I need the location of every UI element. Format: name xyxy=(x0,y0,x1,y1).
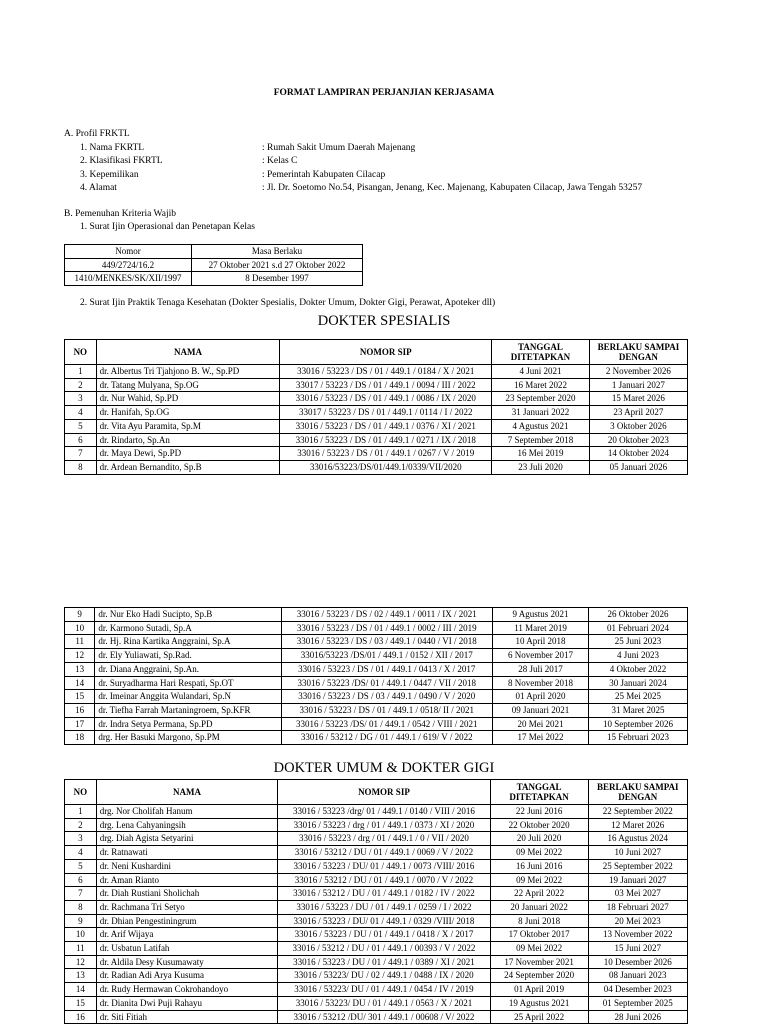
valid-until: 26 Oktober 2026 xyxy=(589,608,688,622)
row-number: 10 xyxy=(65,928,97,942)
row-number: 1 xyxy=(65,365,97,379)
sip-number: 33017 / 53223 / DS / 01 / 449.1 / 0114 / I / 2022 xyxy=(280,406,492,420)
row-number: 6 xyxy=(65,873,97,887)
doctor-name: dr. Ardean Bernandito, Sp.B xyxy=(96,460,280,474)
issued-date: 01 April 2019 xyxy=(490,983,588,997)
issued-date: 09 Januari 2021 xyxy=(493,703,589,717)
issued-date: 4 Juni 2021 xyxy=(492,365,590,379)
column-header: NOMOR SIP xyxy=(280,340,492,365)
table-row xyxy=(65,873,688,887)
table-header-row xyxy=(65,780,688,805)
issued-date: 8 Juni 2018 xyxy=(490,914,588,928)
sip-number: 33016 / 53223 /DS/ 01 / 449.1 / 0542 / VIII / 2021 xyxy=(281,717,493,731)
valid-until: 3 Oktober 2026 xyxy=(589,419,687,433)
section-b-heading: B. Pemenuhan Kriteria Wajib xyxy=(64,209,176,219)
column-header: BERLAKU SAMPAI DENGAN xyxy=(588,780,687,805)
valid-until: 13 November 2022 xyxy=(588,928,687,942)
issued-date: 11 Maret 2019 xyxy=(493,621,589,635)
column-header: NOMOR SIP xyxy=(278,780,490,805)
valid-until: 08 Januari 2023 xyxy=(588,969,687,983)
table-row xyxy=(65,717,688,731)
issued-date: 17 Mei 2022 xyxy=(493,731,589,745)
doctor-name: dr. Dhian Pengestiningrum xyxy=(96,914,278,928)
doctor-name: dr. Diana Anggraini, Sp.An. xyxy=(95,662,281,676)
issued-date: 20 Juli 2020 xyxy=(490,832,588,846)
valid-until: 15 Juni 2027 xyxy=(588,942,687,956)
row-number: 11 xyxy=(65,635,95,649)
row-number: 3 xyxy=(65,832,97,846)
table-row xyxy=(65,447,688,461)
sip-number: 33016 / 53223/ DU / 01 / 449.1 / 0563 / X / 2021 xyxy=(278,996,490,1010)
issued-date: 28 Juli 2017 xyxy=(493,662,589,676)
issued-date: 09 Mei 2022 xyxy=(490,942,588,956)
sip-number: 33016 / 53223 / DS / 01 / 449.1 / 0002 / III / 2019 xyxy=(281,621,493,635)
row-number: 6 xyxy=(65,433,97,447)
doctor-name: dr. Indra Setya Permana, Sp.PD xyxy=(95,717,281,731)
row-number: 13 xyxy=(65,969,97,983)
column-header: BERLAKU SAMPAI DENGAN xyxy=(589,340,687,365)
issued-date: 6 November 2017 xyxy=(493,649,589,663)
profile-value: : Jl. Dr. Soetomo No.54, Pisangan, Jenang, Kec. Majenang, Kabupaten Cilacap, Jawa Tengah 53257 xyxy=(262,182,643,193)
table-row xyxy=(65,649,688,663)
permit-number: 449/2724/16.2 xyxy=(65,258,192,272)
sip-number: 33016 / 53212 / DU / 01 / 449.1 / 0069 / V / 2022 xyxy=(278,846,490,860)
valid-until: 2 November 2026 xyxy=(589,365,687,379)
table-row xyxy=(65,969,688,983)
issued-date: 09 Mei 2022 xyxy=(490,846,588,860)
row-number: 8 xyxy=(65,460,97,474)
issued-date: 9 Agustus 2021 xyxy=(493,608,589,622)
table-row xyxy=(65,859,688,873)
table-row xyxy=(65,928,688,942)
sip-number: 33016 / 53212 /DU/ 301 / 449.1 / 00608 / V/ 2022 xyxy=(278,1010,490,1024)
permit-number: 1410/MENKES/SK/XII/1997 xyxy=(65,272,192,286)
doctor-name: dr. Tatang Mulyana, Sp.OG xyxy=(96,378,280,392)
column-header: TANGGAL DITETAPKAN xyxy=(492,340,590,365)
valid-until: 28 Juni 2026 xyxy=(588,1010,687,1024)
sip-number: 33016 / 53223/ DU / 01 / 449.1 / 0454 / IV / 2019 xyxy=(278,983,490,997)
doctor-name: dr. Ratnawati xyxy=(96,846,278,860)
valid-until: 05 Januari 2026 xyxy=(589,460,687,474)
permit-item-heading: 1. Surat Ijin Operasional dan Penetapan Kelas xyxy=(80,222,255,232)
doctor-name: dr. Siti Fitiah xyxy=(96,1010,278,1024)
doctor-name: dr. Karmono Sutadi, Sp.A xyxy=(95,621,281,635)
profile-label: 2. Klasifikasi FKRTL xyxy=(80,156,163,167)
valid-until: 15 Maret 2026 xyxy=(589,392,687,406)
doctor-name: dr. Nur Wahid, Sp.PD xyxy=(96,392,280,406)
issued-date: 22 Juni 2016 xyxy=(490,805,588,819)
row-number: 18 xyxy=(65,731,95,745)
row-number: 12 xyxy=(65,955,97,969)
valid-until: 10 September 2026 xyxy=(589,717,688,731)
issued-date: 8 November 2018 xyxy=(493,676,589,690)
valid-until: 4 Juni 2023 xyxy=(589,649,688,663)
table-row xyxy=(65,846,688,860)
issued-date: 20 Januari 2022 xyxy=(490,900,588,914)
sip-number: 33016 / 53212 / DU / 01 / 449.1 / 0182 / IV / 2022 xyxy=(278,887,490,901)
operational-permit-table xyxy=(64,244,363,286)
column-header: Nomor xyxy=(65,245,192,259)
practice-permit-heading: 2. Surat Ijin Praktik Tenaga Kesehatan (Dokter Spesialis, Dokter Umum, Dokter Gigi, Perawat, Apoteker dll) xyxy=(80,298,496,308)
doctor-name: drg. Diah Agista Setyarini xyxy=(96,832,278,846)
table-row xyxy=(65,406,688,420)
specialist-table xyxy=(64,339,688,475)
valid-until: 23 April 2027 xyxy=(589,406,687,420)
general-doctor-table xyxy=(64,779,688,1024)
valid-until: 1 Januari 2027 xyxy=(589,378,687,392)
column-header: NO xyxy=(65,340,97,365)
table-row xyxy=(65,887,688,901)
issued-date: 10 April 2018 xyxy=(493,635,589,649)
issued-date: 17 Oktober 2017 xyxy=(490,928,588,942)
valid-until: 31 Maret 2025 xyxy=(589,703,688,717)
section-a-heading: A. Profil FRKTL xyxy=(64,129,130,139)
permit-validity: 27 Oktober 2021 s.d 27 Oktober 2022 xyxy=(192,258,363,272)
row-number: 17 xyxy=(65,717,95,731)
doctor-name: dr. Hj. Rina Kartika Anggraini, Sp.A xyxy=(95,635,281,649)
doctor-name: dr. Nur Eko Hadi Sucipto, Sp.B xyxy=(95,608,281,622)
sip-number: 33016 / 53223 / drg / 01 / 449.1 / 0 / VII / 2020 xyxy=(278,832,490,846)
issued-date: 16 Maret 2022 xyxy=(492,378,590,392)
valid-until: 4 Oktober 2022 xyxy=(589,662,688,676)
sip-number: 33016 / 53223 /drg/ 01 / 449.1 / 0140 / VIII / 2016 xyxy=(278,805,490,819)
row-number: 15 xyxy=(65,690,95,704)
column-header: NAMA xyxy=(96,780,278,805)
table-row xyxy=(65,621,688,635)
sip-number: 33016 / 53223 / DS / 01 / 449.1 / 0271 / IX / 2018 xyxy=(280,433,492,447)
table-row xyxy=(65,914,688,928)
row-number: 5 xyxy=(65,419,97,433)
doctor-name: drg. Lena Cahyaningsih xyxy=(96,818,278,832)
row-number: 10 xyxy=(65,621,95,635)
row-number: 2 xyxy=(65,378,97,392)
profile-label: 4. Alamat xyxy=(80,182,117,193)
table-row xyxy=(65,433,688,447)
sip-number: 33016 / 53223 / DS / 03 / 449.1 / 0440 / VI / 2018 xyxy=(281,635,493,649)
table-row xyxy=(65,676,688,690)
profile-value: : Rumah Sakit Umum Daerah Majenang xyxy=(262,143,416,153)
row-number: 16 xyxy=(65,703,95,717)
row-number: 5 xyxy=(65,859,97,873)
valid-until: 20 Oktober 2023 xyxy=(589,433,687,447)
doctor-name: drg. Nor Cholifah Hanum xyxy=(96,805,278,819)
valid-until: 25 Mei 2025 xyxy=(589,690,688,704)
row-number: 13 xyxy=(65,662,95,676)
issued-date: 01 April 2020 xyxy=(493,690,589,704)
doctor-name: dr. Tiefha Farrah Martaningroem, Sp.KFR xyxy=(95,703,281,717)
sip-number: 33016 / 53223 / DS / 01 / 449.1 / 0184 / X / 2021 xyxy=(280,365,492,379)
valid-until: 25 September 2022 xyxy=(588,859,687,873)
table-row xyxy=(65,378,688,392)
issued-date: 23 Juli 2020 xyxy=(492,460,590,474)
valid-until: 19 Januari 2027 xyxy=(588,873,687,887)
valid-until: 03 Mei 2027 xyxy=(588,887,687,901)
doctor-name: dr. Imeinar Anggita Wulandari, Sp.N xyxy=(95,690,281,704)
valid-until: 15 Februari 2023 xyxy=(589,731,688,745)
sip-number: 33016 / 53223 / drg / 01 / 449.1 / 0373 / XI / 2020 xyxy=(278,818,490,832)
valid-until: 22 September 2022 xyxy=(588,805,687,819)
table-row xyxy=(65,272,363,286)
valid-until: 16 Agustus 2024 xyxy=(588,832,687,846)
specialist-heading: DOKTER SPESIALIS xyxy=(317,313,451,329)
row-number: 4 xyxy=(65,846,97,860)
issued-date: 16 Juni 2016 xyxy=(490,859,588,873)
doctor-name: dr. Neni Kushardini xyxy=(96,859,278,873)
doctor-name: dr. Rudy Hermawan Cokrohandoyo xyxy=(96,983,278,997)
general-doctor-heading: DOKTER UMUM & DOKTER GIGI xyxy=(273,760,495,776)
row-number: 15 xyxy=(65,996,97,1010)
issued-date: 7 September 2018 xyxy=(492,433,590,447)
doctor-name: dr. Aman Rianto xyxy=(96,873,278,887)
sip-number: 33016 / 53223 / DU/ 01 / 449.1 / 0073 /VIII/ 2016 xyxy=(278,859,490,873)
issued-date: 22 Oktober 2020 xyxy=(490,818,588,832)
table-row xyxy=(65,635,688,649)
valid-until: 04 Desember 2023 xyxy=(588,983,687,997)
valid-until: 10 Desember 2026 xyxy=(588,955,687,969)
sip-number: 33016 / 53223 / DS / 01 / 449.1 / 0267 / V / 2019 xyxy=(280,447,492,461)
row-number: 16 xyxy=(65,1010,97,1024)
sip-number: 33016 / 53223 / DS / 01 / 449.1 / 0376 / XI / 2021 xyxy=(280,419,492,433)
table-row xyxy=(65,983,688,997)
document-title: FORMAT LAMPIRAN PERJANJIAN KERJASAMA xyxy=(273,88,495,98)
row-number: 4 xyxy=(65,406,97,420)
sip-number: 33016 / 53223 / DU/ 01 / 449.1 / 0329 /VIII/ 2018 xyxy=(278,914,490,928)
valid-until: 14 Oktober 2024 xyxy=(589,447,687,461)
sip-number: 33016 / 53223 / DS / 03 / 449.1 / 0490 / V / 2020 xyxy=(281,690,493,704)
specialist-table-continued xyxy=(64,607,688,745)
row-number: 7 xyxy=(65,447,97,461)
profile-label: 1. Nama FKRTL xyxy=(80,143,145,153)
row-number: 7 xyxy=(65,887,97,901)
sip-number: 33016 / 53223 / DU / 01 / 449.1 / 0389 / XI / 2021 xyxy=(278,955,490,969)
profile-label: 3. Kepemilikan xyxy=(80,169,139,180)
valid-until: 01 September 2025 xyxy=(588,996,687,1010)
table-row xyxy=(65,832,688,846)
table-row xyxy=(65,365,688,379)
table-row xyxy=(65,805,688,819)
issued-date: 20 Mei 2021 xyxy=(493,717,589,731)
column-header: NO xyxy=(65,780,97,805)
row-number: 14 xyxy=(65,983,97,997)
doctor-name: dr. Radian Adi Arya Kusuma xyxy=(96,969,278,983)
table-header-row xyxy=(65,245,363,259)
doctor-name: dr. Vita Ayu Paramita, Sp.M xyxy=(96,419,280,433)
doctor-name: dr. Suryadharma Hari Respati, Sp.OT xyxy=(95,676,281,690)
valid-until: 12 Maret 2026 xyxy=(588,818,687,832)
doctor-name: dr. Usbatun Latifah xyxy=(96,942,278,956)
sip-number: 33016 / 53212 / DU / 01 / 449.1 / 00393 / V / 2022 xyxy=(278,942,490,956)
sip-number: 33016 / 53212 / DG / 01 / 449.1 / 619/ V / 2022 xyxy=(281,731,493,745)
sip-number: 33017 / 53223 / DS / 01 / 449.1 / 0094 / III / 2022 xyxy=(280,378,492,392)
issued-date: 17 November 2021 xyxy=(490,955,588,969)
row-number: 14 xyxy=(65,676,95,690)
row-number: 1 xyxy=(65,805,97,819)
valid-until: 10 Juni 2027 xyxy=(588,846,687,860)
table-row xyxy=(65,955,688,969)
row-number: 2 xyxy=(65,818,97,832)
sip-number: 33016 / 53223 / DS / 01 / 449.1 / 0086 / IX / 2020 xyxy=(280,392,492,406)
column-header: Masa Berlaku xyxy=(192,245,363,259)
table-row xyxy=(65,703,688,717)
doctor-name: dr. Arif Wijaya xyxy=(96,928,278,942)
table-row xyxy=(65,1010,688,1024)
valid-until: 01 Februari 2024 xyxy=(589,621,688,635)
valid-until: 30 Januari 2024 xyxy=(589,676,688,690)
table-row xyxy=(65,258,363,272)
sip-number: 33016 / 53223 /DS/ 01 / 449.1 / 0447 / VII / 2018 xyxy=(281,676,493,690)
issued-date: 4 Agustus 2021 xyxy=(492,419,590,433)
row-number: 8 xyxy=(65,900,97,914)
table-row xyxy=(65,731,688,745)
sip-number: 33016 / 53223 / DS / 02 / 449.1 / 0011 / IX / 2021 xyxy=(281,608,493,622)
row-number: 9 xyxy=(65,914,97,928)
table-row xyxy=(65,460,688,474)
sip-number: 33016 / 53223/ DU / 02 / 449.1 / 0488 / IX / 2020 xyxy=(278,969,490,983)
doctor-name: dr. Rindarto, Sp.An xyxy=(96,433,280,447)
sip-number: 33016 / 53212 / DU / 01 / 449.1 / 0070 / V / 2022 xyxy=(278,873,490,887)
column-header: NAMA xyxy=(96,340,280,365)
issued-date: 09 Mei 2022 xyxy=(490,873,588,887)
issued-date: 16 Mei 2019 xyxy=(492,447,590,461)
table-row xyxy=(65,900,688,914)
issued-date: 25 April 2022 xyxy=(490,1010,588,1024)
doctor-name: dr. Rachmana Tri Setyo xyxy=(96,900,278,914)
table-row xyxy=(65,392,688,406)
table-row xyxy=(65,942,688,956)
sip-number: 33016 / 53223 / DU / 01 / 449.1 / 0418 / X / 2017 xyxy=(278,928,490,942)
table-row xyxy=(65,419,688,433)
doctor-name: dr. Hanifah, Sp.OG xyxy=(96,406,280,420)
doctor-name: dr. Maya Dewi, Sp.PD xyxy=(96,447,280,461)
issued-date: 19 Agustus 2021 xyxy=(490,996,588,1010)
valid-until: 25 Juni 2023 xyxy=(589,635,688,649)
row-number: 9 xyxy=(65,608,95,622)
doctor-name: dr. Dianita Dwi Puji Rahayu xyxy=(96,996,278,1010)
table-row xyxy=(65,608,688,622)
profile-value: : Pemerintah Kabupaten Cilacap xyxy=(262,169,386,180)
profile-value: : Kelas C xyxy=(262,156,298,167)
doctor-name: dr. Diah Rustiani Sholichah xyxy=(96,887,278,901)
sip-number: 33016/53223 /DS/01 / 449.1 / 0152 / XII / 2017 xyxy=(281,649,493,663)
row-number: 3 xyxy=(65,392,97,406)
doctor-name: dr. Ely Yuliawati, Sp.Rad. xyxy=(95,649,281,663)
doctor-name: dr. Albertus Tri Tjahjono B. W., Sp.PD xyxy=(96,365,280,379)
issued-date: 24 September 2020 xyxy=(490,969,588,983)
valid-until: 18 Februari 2027 xyxy=(588,900,687,914)
column-header: TANGGAL DITETAPKAN xyxy=(490,780,588,805)
sip-number: 33016 / 53223 / DU / 01 / 449.1 / 0259 / I / 2022 xyxy=(278,900,490,914)
issued-date: 23 September 2020 xyxy=(492,392,590,406)
table-header-row xyxy=(65,340,688,365)
issued-date: 22 April 2022 xyxy=(490,887,588,901)
permit-validity: 8 Desember 1997 xyxy=(192,272,363,286)
sip-number: 33016 / 53223 / DS / 01 / 449.1 / 0518/ II / 2021 xyxy=(281,703,493,717)
table-row xyxy=(65,662,688,676)
sip-number: 33016/53223/DS/01/449.1/0339/VII/2020 xyxy=(280,460,492,474)
row-number: 11 xyxy=(65,942,97,956)
doctor-name: dr. Aldila Desy Kusumawaty xyxy=(96,955,278,969)
valid-until: 20 Mei 2023 xyxy=(588,914,687,928)
sip-number: 33016 / 53223 / DS / 01 / 449.1 / 0413 / X / 2017 xyxy=(281,662,493,676)
doctor-name: drg. Her Basuki Margono, Sp.PM xyxy=(95,731,281,745)
table-row xyxy=(65,996,688,1010)
issued-date: 31 Januari 2022 xyxy=(492,406,590,420)
row-number: 12 xyxy=(65,649,95,663)
table-row xyxy=(65,818,688,832)
table-row xyxy=(65,690,688,704)
